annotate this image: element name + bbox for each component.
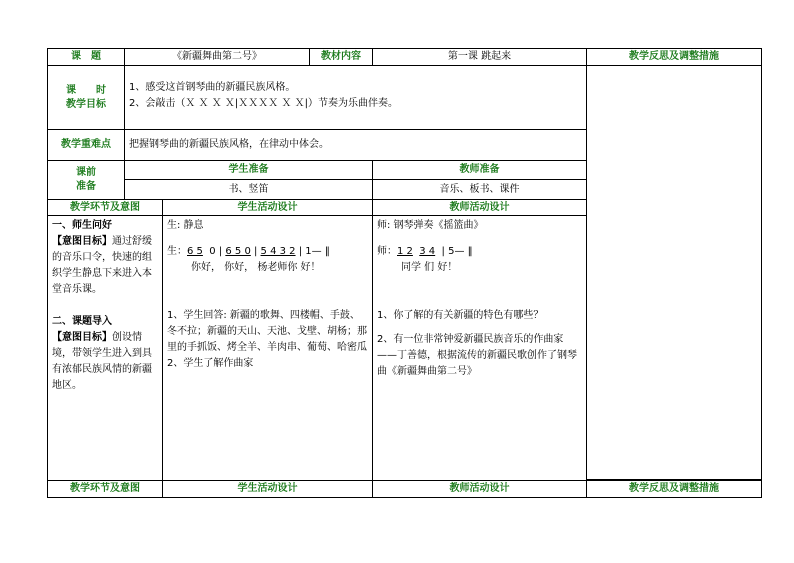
material-label: 教材内容 [309,48,373,66]
student-prep-label: 学生准备 [124,160,373,180]
key-label: 教学重难点 [47,129,125,161]
teacher-rhythm-prefix: 师： [377,246,397,257]
student-answer-1: 1、学生回答: 新疆的歌舞、四楼帽、手鼓、冬不拉；新疆的天山、天池、戈壁、胡杨；那里的手抓饭、烤全羊、羊肉串、葡萄、哈密瓜 [167,310,367,353]
teacher-rhythm-4: | 5— ‖ [435,246,473,257]
teacher-activity-column [372,215,587,481]
student-activity-column [162,215,373,481]
topic-label: 课 题 [47,48,125,66]
stage-column [47,215,163,481]
section-1-title: 一、师生问好 [52,220,112,231]
teacher-line-1: 师: 钢琴弹奏《摇篮曲》 [377,220,484,231]
student-rhythm-1: 6 5 [187,246,203,257]
goals-label-line1: 课 时 [66,84,106,96]
goals-label-line2: 教学目标 [66,98,106,110]
teacher-rhythm-3: 3 4 [419,246,436,257]
student-rhythm [167,244,368,260]
goals-content [124,65,587,130]
student-rhythm-prefix: 生： [167,246,187,257]
material-value: 第一课 跳起来 [372,48,587,66]
col-header-student: 学生活动设计 [162,199,373,216]
student-greeting: 你好， 你好， 杨老师你 好！ [191,262,321,273]
teacher-rhythm [377,244,582,260]
student-line-1: 生: 静息 [167,220,204,231]
reflection-label: 教学反思及调整措施 [586,48,762,66]
student-prep-value: 书、竖笛 [124,179,373,200]
student-rhythm-2: 0 | [202,246,226,257]
col-header-teacher: 教师活动设计 [372,199,587,216]
goals-label [47,65,125,130]
student-answer-2: 2、学生了解作曲家 [167,358,254,369]
goal-item-2: 2、会敲击（Ｘ Ｘ Ｘ Ｘ|ＸＸＸＸ Ｘ Ｘ|）节奏为乐曲伴奏。 [129,98,398,109]
teacher-prep-label: 教师准备 [372,160,587,180]
section-2-tag: 【意图目标】 [52,332,112,343]
section-1-tag: 【意图目标】 [52,236,112,247]
col-header-stage: 教学环节及意图 [47,199,163,216]
footer-header-teacher: 教师活动设计 [372,480,587,498]
teacher-question-2: 2、有一位非常钟爱新疆民族音乐的作曲家——丁善德，根据流传的新疆民歌创作了钢琴曲《新疆舞曲第二号》 [377,334,577,377]
prep-label-line1: 课前 [76,167,96,178]
prep-label-line2: 准备 [76,181,96,192]
footer-header-reflection: 教学反思及调整措施 [586,480,762,498]
footer-header-student: 学生活动设计 [162,480,373,498]
student-rhythm-6: | 1— ‖ [295,246,330,257]
goal-item-1: 1、感受这首钢琴曲的新疆民族风格。 [129,82,296,93]
key-text: 把握钢琴曲的新疆民族风格，在律动中体会。 [124,129,587,161]
student-rhythm-4: | [250,246,261,257]
section-1-text: 通过舒缓的音乐口令，快速的组织学生静息下来进入本堂音乐课。 [52,236,152,295]
teacher-question-1: 1、你了解的有关新疆的特色有哪些？ [377,310,544,321]
student-rhythm-5: 5 4 3 2 [260,246,296,257]
prep-label [47,160,125,200]
topic-value: 《新疆舞曲第二号》 [124,48,310,66]
teacher-prep-value: 音乐、板书、课件 [372,179,587,200]
section-1-desc [52,234,158,298]
teacher-rhythm-1: 1 2 [397,246,413,257]
lesson-plan-table [47,48,762,498]
section-2-text: 创设情境，带领学生进入到具有浓郁民族风情的新疆地区。 [52,332,152,391]
reflection-area [586,65,762,480]
section-2-desc [52,330,158,394]
teacher-greeting: 同学 们 好！ [401,262,458,273]
student-rhythm-3: 6 5 0 [225,246,251,257]
section-2-title: 二、课题导入 [52,316,112,327]
footer-header-stage: 教学环节及意图 [47,480,163,498]
